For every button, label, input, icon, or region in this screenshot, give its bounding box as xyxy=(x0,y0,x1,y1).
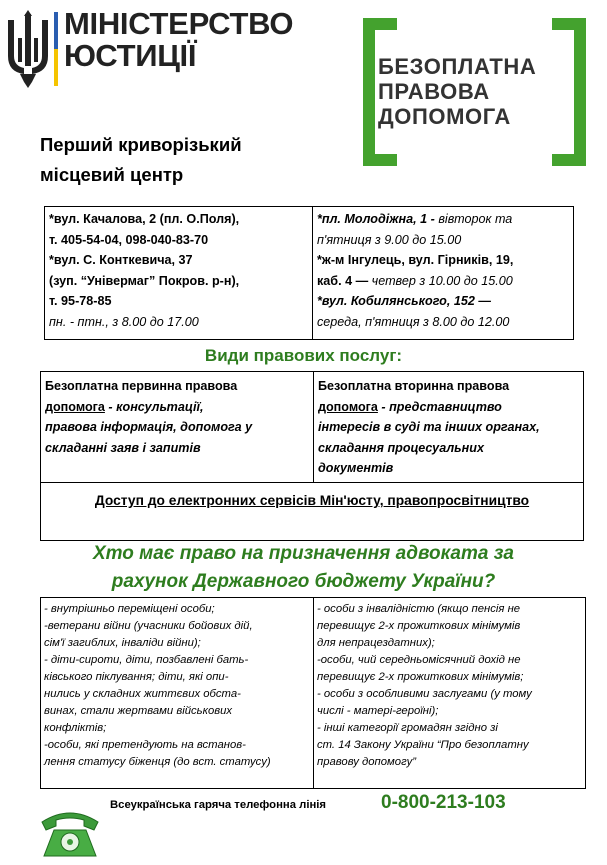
secondary-aid-desc: - представництво xyxy=(377,399,502,414)
secondary-aid-title-end: допомога xyxy=(318,399,378,414)
eligibility-line: - інші категорії громадян згідно зі xyxy=(317,722,498,734)
address-right-column xyxy=(313,207,573,339)
flag-stripe xyxy=(54,12,58,86)
eligibility-line: - внутрішньо переміщені особи; xyxy=(44,603,215,615)
schedule-line: середа, п'ятниця з 8.00 до 12.00 xyxy=(317,314,510,329)
address-line: *пл. Молодіжна, 1 - xyxy=(317,212,435,226)
lawyer-heading xyxy=(0,540,607,596)
primary-aid-cell xyxy=(41,372,314,483)
eligibility-line: -особи, які претендують на встанов- xyxy=(44,739,246,751)
primary-aid-desc: складанні заяв і запитів xyxy=(45,440,201,455)
eligibility-line: конфліктів; xyxy=(44,722,107,734)
services-table xyxy=(40,371,584,541)
lawyer-heading-line-2: рахунок Державного бюджету України? xyxy=(111,571,496,592)
primary-aid-desc: - консультації, xyxy=(104,399,204,414)
address-line: *вул. Качалова, 2 (пл. О.Поля), xyxy=(49,212,240,226)
eligibility-line: ківського піклування; діти, які опи- xyxy=(44,671,229,683)
secondary-aid-desc: інтересів в суді та інших органах, xyxy=(318,420,540,434)
eligibility-line: правову допомогу” xyxy=(317,756,417,768)
eligibility-left-column xyxy=(41,598,314,788)
eligibility-line: -особи, чий середньомісячний дохід не xyxy=(317,654,521,666)
primary-aid-title: Безоплатна первинна правова xyxy=(45,379,238,393)
address-line: *вул. Кобилянського, 152 — xyxy=(317,294,491,308)
secondary-aid-cell xyxy=(314,372,583,483)
address-line: *вул. С. Конткевича, 37 xyxy=(49,253,193,267)
hotline-number[interactable]: 0-800-213-103 xyxy=(381,792,506,813)
phone-line: т. 405-54-04, 098-040-83-70 xyxy=(49,232,209,247)
address-table xyxy=(44,206,574,340)
electronic-services-cell xyxy=(41,483,583,540)
ministry-line-1: МІНІСТЕРСТВО xyxy=(64,6,294,41)
secondary-aid-title: Безоплатна вторинна правова xyxy=(318,379,510,393)
eligibility-line: для непрацездатних); xyxy=(317,637,435,649)
services-heading: Види правових послуг: xyxy=(204,346,403,365)
eligibility-line: - діти-сироти, діти, позбавлені бать- xyxy=(44,654,249,666)
center-name-line-2: місцевий центр xyxy=(40,164,184,185)
address-line: *ж-м Інгулець, вул. Гірників, 19, xyxy=(317,253,514,267)
eligibility-right-column xyxy=(314,598,585,788)
electronic-services-text: Доступ до електронних сервісів Мін'юсту, правопросвітництво xyxy=(94,493,530,508)
eligibility-line: нились у складних життєвих обста- xyxy=(44,688,241,700)
schedule-line: четвер з 10.00 до 15.00 xyxy=(368,273,513,288)
logo-line-2: ПРАВОВА xyxy=(378,79,490,104)
eligibility-table xyxy=(40,597,586,789)
eligibility-line: перевищує 2-х прожиткових мінімумів; xyxy=(317,671,524,683)
eligibility-line: - особи з інвалідністю (якщо пенсія не xyxy=(317,603,521,615)
eligibility-line: ст. 14 Закону України “Про безоплатну xyxy=(317,739,529,751)
eligibility-line: числі - матері-героїні); xyxy=(317,705,439,717)
schedule-line: п'ятниця з 9.00 до 15.00 xyxy=(317,232,462,247)
eligibility-line: -ветерани війни (учасники бойових дій, xyxy=(44,620,253,632)
logo-line-1: БЕЗОПЛАТНА xyxy=(378,54,537,79)
secondary-aid-desc: документів xyxy=(318,461,394,475)
address-left-column xyxy=(45,207,313,339)
telephone-icon xyxy=(38,808,102,860)
center-name xyxy=(40,130,242,190)
ministry-title xyxy=(64,8,293,72)
primary-aid-desc: правова інформація, допомога у xyxy=(45,420,253,434)
logo-line-3: ДОПОМОГА xyxy=(378,104,511,129)
eligibility-line: лення статусу біженця (до вст. статусу) xyxy=(44,756,271,768)
eligibility-line: перевищує 2-х прожиткових мінімумів xyxy=(317,620,521,632)
address-line: каб. 4 — xyxy=(317,273,369,288)
hotline-label: Всеукраїнська гаряча телефонна лінія xyxy=(110,799,327,811)
eligibility-line: - особи з особливими заслугами (у тому xyxy=(317,688,532,700)
phone-line: т. 95-78-85 xyxy=(49,294,112,308)
center-name-line-1: Перший криворізький xyxy=(40,134,242,155)
address-line: (зуп. “Універмаг” Покров. р-н), xyxy=(49,273,240,288)
primary-aid-title-end: допомога xyxy=(45,399,105,414)
schedule-line: пн. - птн., з 8.00 до 17.00 xyxy=(49,314,199,329)
secondary-aid-desc: складання процесуальних xyxy=(318,440,484,455)
eligibility-line: сім'ї загиблих, інваліди війни); xyxy=(44,637,201,649)
lawyer-heading-line-1: Хто має право на призначення адвоката за xyxy=(92,543,515,564)
trident-emblem-icon xyxy=(6,10,50,90)
eligibility-line: винах, стали жертвами військових xyxy=(44,705,233,717)
ministry-line-2: ЮСТИЦІЇ xyxy=(64,38,197,73)
logo-text xyxy=(378,54,536,129)
schedule-line: вівторок та xyxy=(434,212,513,226)
